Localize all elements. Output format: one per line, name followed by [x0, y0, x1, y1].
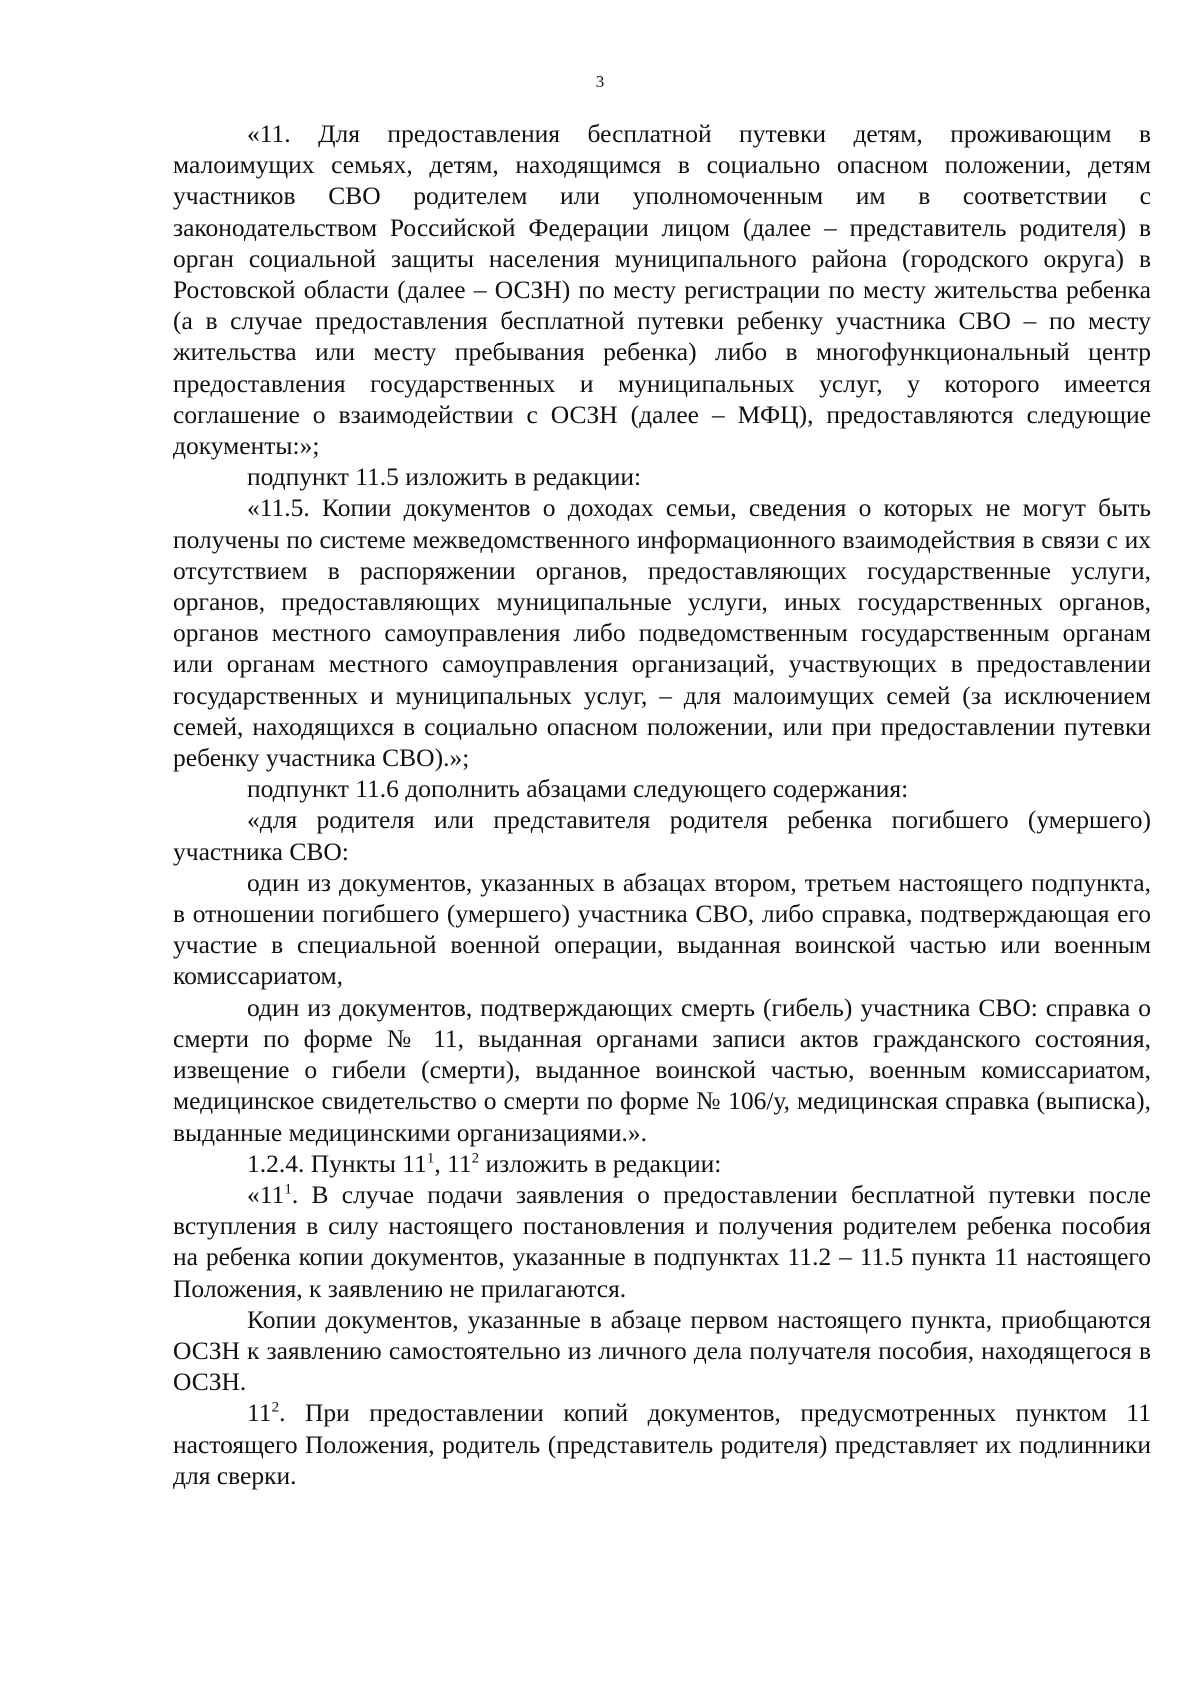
document-body [173, 118, 1151, 1491]
paragraph-subitem-11-5-intro: подпункт 11.5 изложить в редакции: [247, 462, 642, 492]
item-124-suffix: изложить в редакции: [479, 1148, 722, 1178]
item-124-prefix: 1.2.4. Пункты 11 [247, 1148, 427, 1178]
item-11-1-sup: 1 [284, 1181, 292, 1198]
item-11-2-text: . При предоставлении копий документов, предусмотренных пунктом 11 настоящего Положения, родитель (представитель родителя) представляет их подлинники для сверки. [173, 1398, 1151, 1490]
paragraph-parent-deceased: «для родителя или представителя родителя ребенка погибшего (умершего) участника СВО: [173, 805, 1151, 866]
item-11-1-text: . В случае подачи заявления о предоставлении бесплатной путевки после вступления в силу настоящего постановления и получения родителем ребенка пособия на ребенка копии документов, указанные в подпунктах 11.2 – 11.5 пункта 11 настоящего Положения, к заявлению не прилагаются. [173, 1179, 1151, 1303]
item-124-middle: , 11 [434, 1148, 472, 1178]
item-11-1-prefix: «11 [247, 1179, 285, 1209]
item-11-2-sup: 2 [271, 1399, 280, 1416]
paragraph-item-11-1 [173, 1179, 1151, 1304]
paragraph-death-documents: один из документов, подтверждающих смерть (гибель) участника СВО: справка о смерти по форме № 11, выданная органами записи актов гражданского состояния, извещение о гибели (смерти), выданное воинской частью, военным комиссариатом, медицинское свидетельство о смерти по форме № 106/у, медицинская справка (выписка), выданные медицинскими организациями.». [173, 992, 1151, 1147]
page-number: 3 [595, 72, 605, 91]
paragraph-item-1-2-4 [173, 1148, 1151, 1179]
paragraph-item-11-2 [173, 1397, 1151, 1491]
paragraph-copies: Копии документов, указанные в абзаце первом настоящего пункта, приобщаются ОСЗН к заявлению самостоятельно из личного дела получателя пособия, находящегося в ОСЗН. [173, 1304, 1151, 1397]
paragraph-item-11: «11. Для предоставления бесплатной путевки детям, проживающим в малоимущих семьях, детям, находящимся в социально опасном положении, детям участников СВО родителем или уполномоченным им в соответствии с законодательством Российской Федерации лицом (далее – представитель родителя) в орган социальной защиты населения муниципального района (городского округа) в Ростовской области (далее – ОСЗН) по месту регистрации по месту жительства ребенка (а в случае предоставления бесплатной путевки ребенку участника СВО – по месту жительства или месту пребывания ребенка) либо в многофункциональный центр предоставления государственных и муниципальных услуг, у которого имеется соглашение о взаимодействии с ОСЗН (далее – МФЦ), предоставляются следующие документы:»; [173, 119, 1151, 461]
item-124-sup1: 1 [426, 1150, 435, 1167]
paragraph-one-of-documents: один из документов, указанных в абзацах втором, третьем настоящего подпункта, в отношении погибшего (умершего) участника СВО, либо справка, подтверждающая его участие в специальной военной операции, выданная воинской частью или военным комиссариатом, [173, 867, 1151, 991]
paragraph-subitem-11-5: «11.5. Копии документов о доходах семьи, сведения о которых не могут быть получены по системе межведомственного информационного взаимодействия в связи с их отсутствием в распоряжении органов, предоставляющих государственные услуги, органов, предоставляющих муниципальные услуги, иных государственных органов, органов местного самоуправления либо подведомственным государственным органам или органам местного самоуправления организаций, участвующих в предоставлении государственных и муниципальных услуг, – для малоимущих семей (за исключением семей, находящихся в социально опасном положении, или при предоставлении путевки ребенку участника СВО).»; [173, 493, 1151, 773]
item-124-sup2: 2 [471, 1150, 480, 1167]
paragraph-subitem-11-6-intro: подпункт 11.6 дополнить абзацами следующего содержания: [247, 774, 909, 804]
item-11-2-prefix: 11 [247, 1398, 272, 1428]
